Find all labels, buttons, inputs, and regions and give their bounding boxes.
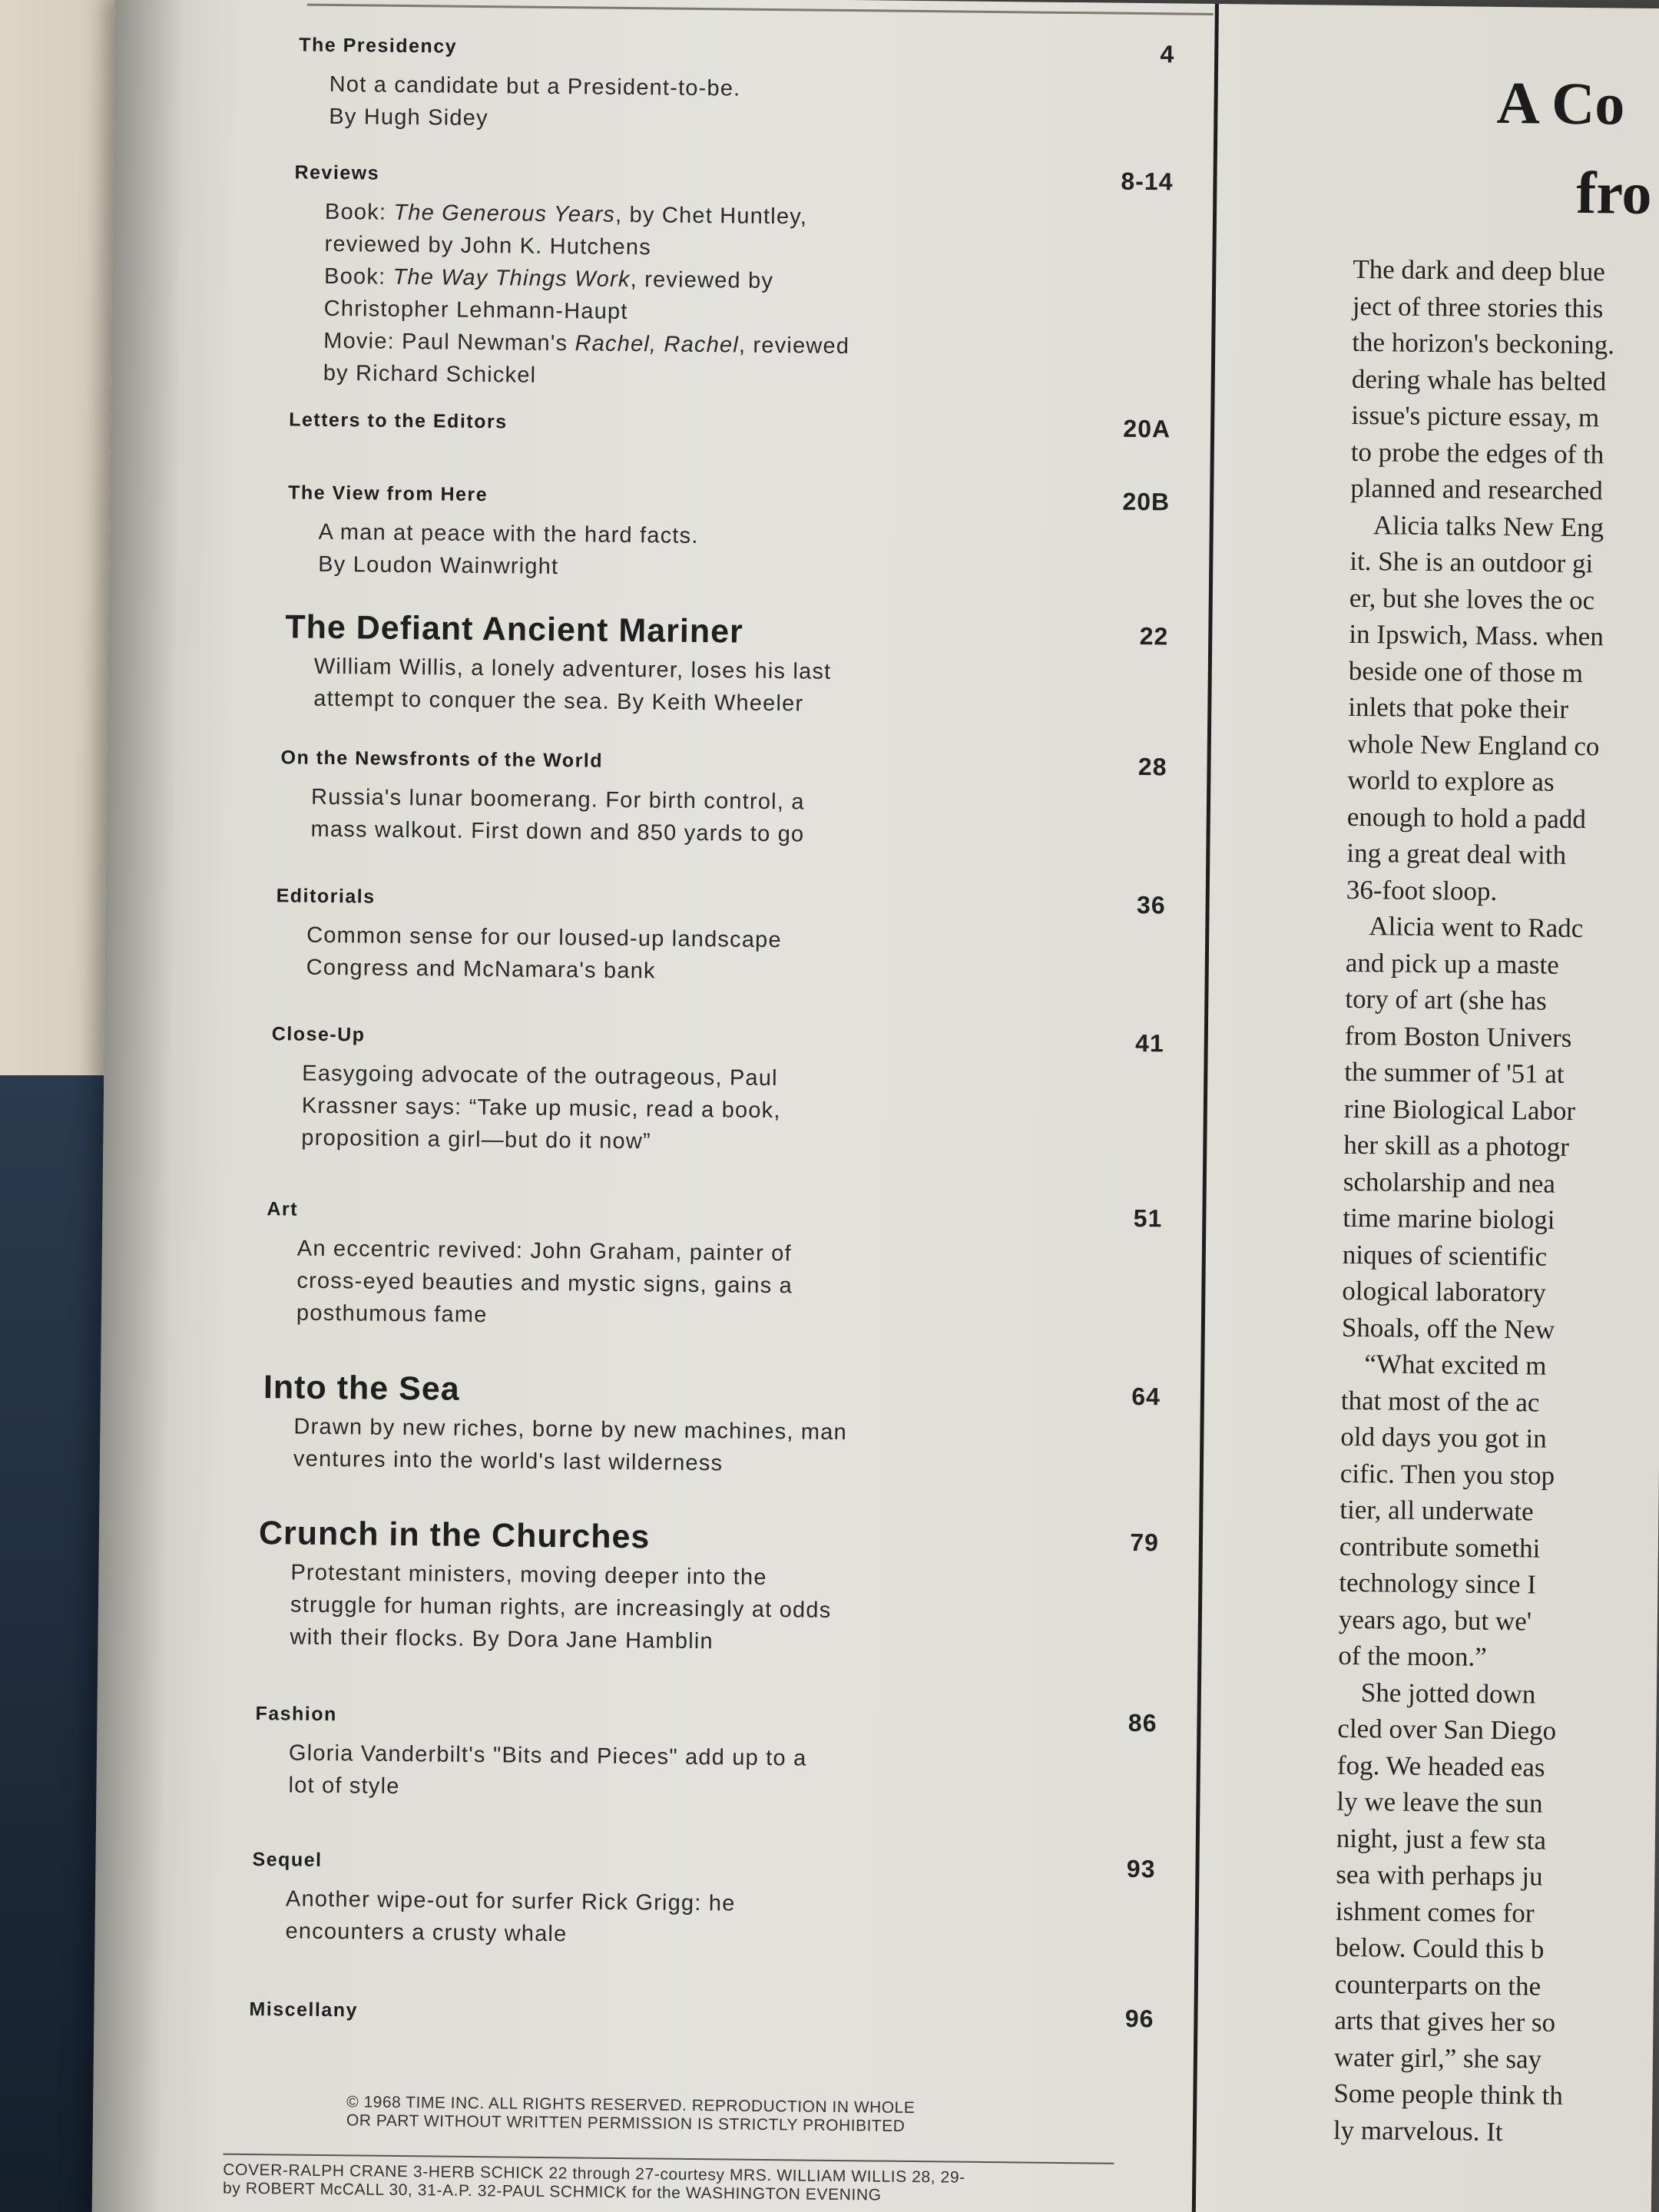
article-line: tier, all underwate xyxy=(1339,1494,1534,1527)
toc-entry xyxy=(101,1367,1161,1476)
article-headline-line-2: fro xyxy=(1575,158,1653,227)
article-line: world to explore as xyxy=(1347,764,1555,797)
article-line: scholarship and nea xyxy=(1343,1166,1556,1199)
toc-description-line: Common sense for our loused-up landscape xyxy=(306,922,782,953)
toc-section-title: On the Newsfronts of the World xyxy=(280,747,604,772)
toc-description xyxy=(306,919,782,988)
credits-line: COVER-RALPH CRANE 3-HERB SCHICK 22 through 27-courtesy MRS. WILLIAM WILLIS 28, 29- xyxy=(223,2161,965,2187)
toc-entry xyxy=(108,745,1167,847)
toc-description xyxy=(288,1737,806,1806)
toc-description-line: with their flocks. By Dora Jane Hamblin xyxy=(290,1624,714,1654)
toc-description-line: struggle for human rights, are increasingly at odds xyxy=(290,1592,832,1623)
toc-description-line: ventures into the world's last wilderness xyxy=(293,1446,724,1476)
article-line: Alicia went to Radc xyxy=(1369,911,1584,944)
toc-page-number: 8-14 xyxy=(1121,167,1174,196)
article-line: planned and researched xyxy=(1350,472,1603,506)
article-line: it. She is an outdoor gi xyxy=(1349,545,1594,579)
toc-section-title: The Defiant Ancient Mariner xyxy=(285,608,744,651)
article-line: 36-foot sloop. xyxy=(1346,874,1498,906)
toc-page-number: 28 xyxy=(1137,753,1167,781)
article-line: issue's picture essay, m xyxy=(1351,399,1600,433)
toc-description-line: encounters a crusty whale xyxy=(285,1919,568,1947)
toc-entry xyxy=(106,883,1166,984)
article-line: whole New England co xyxy=(1347,728,1600,761)
toc-description xyxy=(296,1233,793,1335)
credits-line: by ROBERT McCALL 30, 31-A.P. 32-PAUL SCHMICK for the WASHINGTON EVENING xyxy=(222,2179,882,2204)
article-line: arts that gives her so xyxy=(1334,2005,1556,2038)
toc-entry xyxy=(111,407,1171,443)
toc-description-line: reviewed by John K. Hutchens xyxy=(324,231,652,260)
toc-section-title: Crunch in the Churches xyxy=(258,1515,651,1556)
toc-description xyxy=(310,781,805,851)
toc-section-title: Sequel xyxy=(252,1849,323,1871)
toc-page-number: 36 xyxy=(1136,890,1166,919)
article-line: the horizon's beckoning. xyxy=(1352,326,1615,360)
toc-description-line: cross-eyed beauties and mystic signs, gains a xyxy=(296,1268,793,1299)
toc-description xyxy=(293,1411,847,1482)
toc-description-line: Another wipe-out for surfer Rick Grigg: he xyxy=(285,1886,736,1916)
toc-description-line: Book: The Way Things Work, reviewed by xyxy=(323,263,774,293)
article-line: contribute somethi xyxy=(1339,1531,1541,1564)
toc-section-title: Fashion xyxy=(255,1703,338,1726)
toc-section-title: Reviews xyxy=(294,161,380,184)
article-line: er, but she loves the oc xyxy=(1349,582,1595,615)
article-line: old days you got in xyxy=(1340,1421,1547,1454)
toc-page-number: 64 xyxy=(1131,1382,1161,1411)
copyright-notice: © 1968 TIME INC. ALL RIGHTS RESERVED. REPRODUCTION IN WHOLE OR PART WITHOUT WRITTEN PERMISSION IS STRICTLY PROHIBITED xyxy=(346,2093,916,2135)
article-line: to probe the edges of th xyxy=(1350,436,1604,469)
toc-page-number: 96 xyxy=(1124,2004,1154,2033)
toc-entry xyxy=(109,607,1169,717)
article-line: dering whale has belted xyxy=(1351,363,1607,396)
toc-entry xyxy=(98,1701,1157,1800)
toc-description xyxy=(329,68,741,137)
toc-description-line: By Loudon Wainwright xyxy=(318,551,559,580)
article-line: technology since I xyxy=(1339,1567,1537,1600)
article-line: ing a great deal with xyxy=(1346,837,1567,870)
article-line: cled over San Diego xyxy=(1337,1713,1557,1746)
article-line: years ago, but we' xyxy=(1338,1604,1532,1636)
article-line: her skill as a photogr xyxy=(1343,1129,1570,1162)
article-line: tory of art (she has xyxy=(1345,983,1547,1016)
toc-entry xyxy=(96,1847,1156,1947)
toc-description-line: Easygoing advocate of the outrageous, Paul xyxy=(302,1061,778,1091)
toc-page-number: 51 xyxy=(1133,1204,1163,1233)
article-line: enough to hold a padd xyxy=(1346,801,1587,834)
toc-description-line: proposition a girl—but do it now” xyxy=(301,1125,652,1154)
toc-description-line: Congress and McNamara's bank xyxy=(306,955,656,984)
article-line: ishment comes for xyxy=(1335,1896,1535,1928)
toc-entry xyxy=(104,1022,1164,1154)
toc-description-line: Protestant ministers, moving deeper into the xyxy=(290,1560,767,1590)
toc-entry xyxy=(114,160,1174,388)
article-line: The dark and deep blue xyxy=(1353,253,1605,287)
toc-section-title: Close-Up xyxy=(271,1023,366,1046)
toc-description-line: mass walkout. First down and 850 yards to go xyxy=(310,816,805,847)
toc-description-line: Book: The Generous Years, by Chet Huntley, xyxy=(324,199,808,230)
article-line: time marine biologi xyxy=(1343,1202,1555,1235)
toc-entry xyxy=(110,480,1171,580)
toc-description xyxy=(301,1058,781,1160)
article-line: ological laboratory xyxy=(1342,1275,1546,1308)
toc-description-line: By Hugh Sidey xyxy=(329,104,488,131)
toc-description xyxy=(313,651,831,720)
toc-section-title: Art xyxy=(267,1198,299,1220)
toc-description-line: Movie: Paul Newman's Rachel, Rachel, reviewed xyxy=(323,328,850,359)
toc-description-line: Not a candidate but a President-to-be. xyxy=(329,71,741,101)
toc-page-number: 4 xyxy=(1160,40,1175,68)
article-line: in Ipswich, Mass. when xyxy=(1349,618,1604,652)
article-line: water girl,” she say xyxy=(1333,2041,1542,2075)
toc-section-title: Letters to the Editors xyxy=(289,409,508,433)
article-line: ject of three stories this xyxy=(1352,290,1604,323)
article-line: sea with perhaps ju xyxy=(1336,1859,1543,1892)
toc-description-line: Russia's lunar boomerang. For birth control, a xyxy=(310,784,805,815)
article-body xyxy=(1333,251,1659,2153)
article-line: She jotted down xyxy=(1360,1677,1536,1709)
toc-entry xyxy=(99,1513,1160,1654)
article-line: ly we leave the sun xyxy=(1336,1786,1543,1819)
article-line: “What excited m xyxy=(1364,1349,1547,1381)
toc-section-title: Editorials xyxy=(276,885,376,908)
toc-entry xyxy=(114,32,1175,131)
article-line: Some people think th xyxy=(1333,2078,1564,2111)
toc-description-line: Drawn by new riches, borne by new machines, man xyxy=(293,1414,848,1445)
toc-description-line: by Richard Schickel xyxy=(323,360,537,388)
toc-description-line: An eccentric revived: John Graham, painter of xyxy=(296,1236,792,1267)
toc-section-title: The Presidency xyxy=(299,34,458,58)
toc-entry xyxy=(94,1997,1154,2033)
top-rule xyxy=(307,4,1214,15)
article-line: Shoals, off the New xyxy=(1341,1312,1555,1345)
toc-description xyxy=(318,516,699,584)
toc-section-title: The View from Here xyxy=(288,482,488,506)
article-line: the summer of '51 at xyxy=(1344,1056,1565,1089)
article-line: niques of scientific xyxy=(1342,1239,1548,1272)
toc-description-line: Christopher Lehmann-Haupt xyxy=(323,296,628,325)
article-line: beside one of those m xyxy=(1348,655,1584,688)
article-line: cific. Then you stop xyxy=(1339,1458,1555,1491)
toc-page-number: 20B xyxy=(1122,487,1171,516)
article-line: of the moon.” xyxy=(1338,1640,1488,1672)
toc-description-line: Krassner says: “Take up music, read a book, xyxy=(301,1093,781,1124)
toc-description-line: Gloria Vanderbilt's "Bits and Pieces" add up to a xyxy=(288,1740,807,1771)
toc-description xyxy=(290,1557,832,1659)
toc-description xyxy=(285,1883,735,1952)
toc-description-line: William Willis, a lonely adventurer, loses his last xyxy=(313,654,832,684)
article-line: rine Biological Labor xyxy=(1343,1093,1576,1126)
toc-description-line: lot of style xyxy=(288,1773,400,1800)
toc-section-title: Into the Sea xyxy=(263,1369,460,1408)
toc-page-number: 41 xyxy=(1134,1028,1164,1058)
article-line: night, just a few sta xyxy=(1336,1823,1547,1856)
article-headline-line-1: A Co xyxy=(1496,68,1625,137)
toc-description-line: posthumous fame xyxy=(296,1300,488,1328)
photo-credits xyxy=(223,2161,965,2206)
column-divider xyxy=(1192,4,1219,2212)
toc-entry xyxy=(103,1197,1163,1328)
toc-page-number: 79 xyxy=(1130,1528,1160,1557)
article-line: that most of the ac xyxy=(1340,1385,1540,1418)
toc-page-number: 22 xyxy=(1139,622,1169,651)
article-line: below. Could this b xyxy=(1335,1932,1545,1965)
article-line: counterparts on the xyxy=(1334,1969,1541,2002)
article-line: and pick up a maste xyxy=(1345,947,1560,980)
toc-section-title: Miscellany xyxy=(249,1998,359,2022)
toc-page-number: 86 xyxy=(1128,1708,1157,1737)
article-line: inlets that poke their xyxy=(1348,691,1569,724)
article-line: fog. We headed eas xyxy=(1336,1750,1545,1783)
toc-description-line: attempt to conquer the sea. By Keith Wheeler xyxy=(313,686,804,717)
magazine-page xyxy=(92,0,1659,2212)
toc-description xyxy=(323,196,852,395)
toc-description-line: A man at peace with the hard facts. xyxy=(318,519,699,548)
article-line: from Boston Univers xyxy=(1344,1020,1572,1053)
article-line: Alicia talks New Eng xyxy=(1373,509,1604,542)
article-line: ly marvelous. It xyxy=(1333,2114,1503,2147)
toc-page-number: 20A xyxy=(1123,414,1171,443)
toc-page-number: 93 xyxy=(1126,1854,1156,1883)
